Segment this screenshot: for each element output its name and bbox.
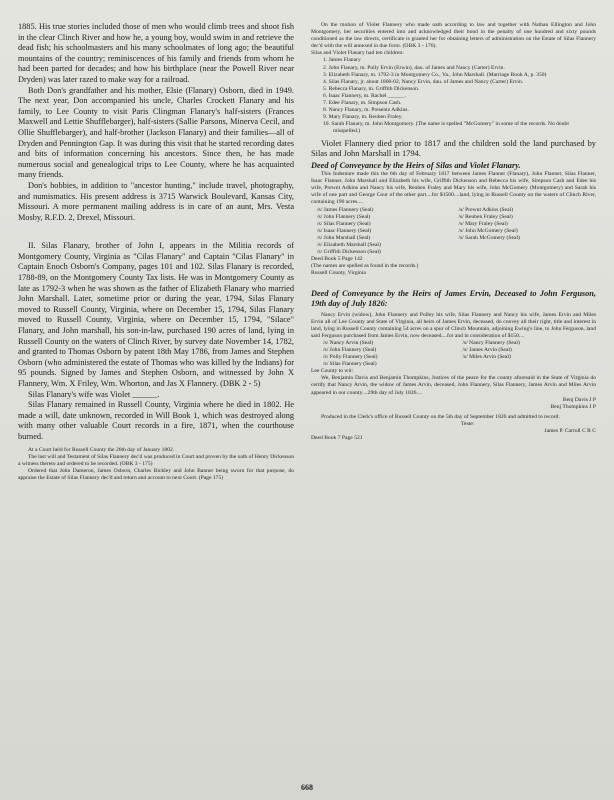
signature: /s/ John McGomery (Seal) xyxy=(458,227,518,234)
child-entry: 3. Elizabeth Flanary, m. 1792-3 in Montgomery Co., Va., John Marshall. (Marriage Book A, p. 350) xyxy=(323,71,547,78)
child-entry: 9. Mary Flanary, m. Reuben Fraley. xyxy=(323,114,403,121)
court-record-will: The last will and Testament of Silas Flannery dec'd was produced in Court and proven by the oath of Henry Dickenson a witness thereto and ordered to be recorded. (OBK 3 - 175) xyxy=(18,453,294,467)
child-entry: 10. Sarah Flanary, m. John Montgomery. (The name is spelled "McGomery" in some of the records. No doubt misspelled.) xyxy=(323,121,569,135)
paragraph-silas-flanary: II. Silas Flanary, brother of John I, appears in the Militia records of Montgomery County, Virginia as "Cilas Flanary" and Captain "Cilas Flanary" in Captain Enoch Osborn's Company, pages 101 and 102. Silas Flanary is recorded, 1788-89, on the Montgomery County Tax lists. He was in Montgomery County as late as 1792-3 when he was shown as the father of Elizabeth Flanary who married John Marshall. Later, sometime prior or during the year, 1794, Silas Flanary moved to Russell County, Virginia, where on December 15, 1794, Silas Flanary moved to Russell County, Virginia, where on December 15, 1794, "Silace" Flanary, and John marshall, his son-in-law, purchased 190 acres of land, lying in Russell County on the waters of Clinch River, by survey date November 14, 1782, and granted to Thomas Osborn by patent 18th May 1786, from James and Stephen Osborn (who administered the estate of Thomas who was killed by the Indians) for 95 pounds. Signed by James and Stephen Osborn, and witnessed by John X Flannery, Wm. X Friley, Wm. Whorton, and Jas X Flannery. (DBK 2 - 5) xyxy=(18,241,294,388)
child-entry: 1. James Flanary xyxy=(323,57,361,64)
deed-heading-ervin: Deed of Conveyance by the Heirs of James Ervin, Deceased to John Ferguson, 19th day of July 1826: xyxy=(311,288,596,308)
teste-label: Teste: xyxy=(461,420,475,427)
court-record-heading: At a Court held for Russell County the 26th day of January 1802. xyxy=(28,446,175,453)
deed-book-reference: Deed Book 5 Page 142 xyxy=(311,256,363,263)
signature: /s/ Prewnt Adkins (Seal) xyxy=(458,206,514,213)
deed-ervin-signatures xyxy=(311,340,596,368)
signature: /s/ Polly Flannery (Seal) xyxy=(323,354,378,361)
paragraph-silas-wife: Silas Flanary's wife was Violet ______. xyxy=(28,389,160,399)
clerk-signature: James P. Carroll C R C xyxy=(544,428,596,434)
justices-certificate: We, Benjamin Davis and Benjamin Thompkins, Justices of the peace for the county aforesaid in the State of Virginia do certify that Nancy Arvin, the widow of James Arvin, deceased, John Flannery, Silas Flannery, James Arvin and Miles Arvin appeared in our county....29th day of July 1826.... xyxy=(311,375,596,396)
right-column xyxy=(311,22,596,442)
administration-record: On the motion of Violet Flannery who made oath according to law and together with Nathan Ellington and John Montgomery, her securities entered into and acknowledged their bond in the penalty of one hundred and sixty pounds conditioned as the law directs, certificate is granted her for obtaining letters of administration on the Estate of Silas Flannery dec'd with the will annexed in due form. (OBK 3 - 176). xyxy=(311,22,596,50)
signature: /s/ Elizabeth Marshall (Seal) xyxy=(317,242,381,249)
signature: /s/ Miles Arvin (Seal) xyxy=(462,354,511,361)
paragraph-stories: 1885. His true stories included those of men who would climb trees and shoot fish in the clear Clinch River and how he, a young boy, would swim in and retrieve the dead fish; his schoolmasters and his many schoolmates of long ago; the beautiful mountains of the country; reminiscences of his family and friends from whom he had been parted for decades; and how his birthplace (near the Powell River near Dryden) was later razed to make way for a railroad. xyxy=(18,22,294,84)
justice-signature: Benj Davis J P xyxy=(562,396,596,403)
children-heading: Silas and Violet Flanary had ten children: xyxy=(311,50,404,57)
signature: /s/ James Arvin (Seal) xyxy=(462,346,512,353)
county-wit: Lee County to wit: xyxy=(311,368,354,375)
signature xyxy=(459,249,597,256)
deed-ervin-text: Nancy Ervin (widow), John Flannery and Polley his wife, Silas Flannery and Nancy his wife, James Ervin and Miles Ervin all of Lee County and State of Virginia, all heirs of James Ervin, deceased, do convey all their right, title and interest in land, lying in Russell County containing 54 acres on a spur of Clinch Mountain, adjoining Ewing's line, to John Ferguson, land said Ferguson purchased from James Ervin, now deceased....for and in consideration of $150.... xyxy=(311,311,596,339)
signature: /s/ Silas Flannery (Seal) xyxy=(323,361,377,368)
signature: /s/ Isaac Flannery (Seal) xyxy=(317,227,372,234)
child-entry: 8. Nancy Flanary, m. Presentz Adkins. xyxy=(323,107,409,114)
children-list xyxy=(311,57,596,135)
signature: /s/ Mary Fraley (Seal) xyxy=(458,220,508,227)
signature: /s/ Griffith Dickenson (Seal) xyxy=(317,249,381,256)
left-column xyxy=(18,22,294,482)
justice-signature: Benj Thompkins J P xyxy=(550,403,596,410)
child-entry: 7. Edee Flanary, m. Simpson Cash. xyxy=(323,100,402,107)
clerk-record-note: Produced in the Clerk's office of Russell County on the 5th day of September 1826 and admitted to record. xyxy=(321,413,560,420)
signature: /s/ Silas Flannery (Seal) xyxy=(317,220,371,227)
signature: /s/ Nancy Flannery (Seal) xyxy=(462,339,520,346)
child-entry: 5. Rebecca Flanary, m. Griffith Dickenson. xyxy=(323,85,420,92)
paragraph-silas-death: Silas Flanary remained in Russell County, Virginia where he died in 1802. He made a will, date unknown, recorded in Will Book 1, which was destroyed along with many other valuable Court records in a fire, 1871, when the courthouse burned. xyxy=(18,400,294,441)
signature: /s/ Nancy Arvin (Seal) xyxy=(323,339,374,346)
deed-indenture-text: This Indenture made this the 6th day of February 1817 between James Flanner (Flanary), John Flanner, Silas Flanner, Isaac Flanner, John Marshall and Elizabeth his wife, Griffith Dickenson and Rebecca his wife, Simpson Cash and Edee his wife, Prewnt Adkins and Nancy his wife, Reuben Fraley and Mary his wife, John McGomery (Montgomery) and Sarah his wife of one part and George Cour of the other part....for $1500....land, lying in Russell County on the waters of Clinch River, containing 190 acres.... xyxy=(311,171,596,206)
child-entry: 4. Silas Flanary, jr. about 1800-02, Nancy Ervin, dau. of James and Nancy (Carter) Ervin. xyxy=(323,78,524,85)
signature: /s/ Reuben Fraley (Seal) xyxy=(458,213,513,220)
signature: /s/ James Flannery (Seal) xyxy=(317,206,374,213)
violet-death-paragraph: Violet Flannery died prior to 1817 and the children sold the land purchased by Silas and John Marshall in 1794. xyxy=(311,138,596,159)
spelling-note: (The names are spelled as found in the records.) xyxy=(311,263,419,270)
deed-signatures xyxy=(311,207,596,257)
page-number: 668 xyxy=(301,783,313,792)
signature: /s/ John Flannery (Seal) xyxy=(317,213,371,220)
county-note: Russell County, Virginia xyxy=(311,270,366,277)
deed-heading-silas-violet: Deed of Conveyance by the Heirs of Silas and Violet Flanary. xyxy=(311,161,521,171)
paragraph-hobbies: Don's hobbies, in addition to "ancestor hunting," include travel, photography, and numismatics. His present address is 3715 Warwick Boulevard, Kansas City, Missouri. A more permanent mailing address is in care of an aunt, Mrs. Vesta Mosby, R.F.D. 2, Drexel, Missouri. xyxy=(18,180,294,222)
signature: /s/ Sarah McGomery (Seal) xyxy=(458,234,520,241)
court-record-appraisal: Ordered that John Dameron, James Osborn, Charles Bickley and John Banner being sworn for that purpose, do appraise the Estate of Silas Flannery dec'd and return and account to next Court. (Page 175) xyxy=(18,467,294,481)
child-entry: 2. John Flanary, m. Polly Ervin (Erwin), dau. of James and Nancy (Carter) Ervin. xyxy=(323,64,505,71)
signature: /s/ John Marshall (Seal) xyxy=(317,234,371,241)
signature xyxy=(459,242,597,249)
deed-book-reference: Deed Book 7 Page 521 xyxy=(311,435,363,442)
paragraph-lee-county-visit: Both Don's grandfather and his mother, Elsie (Flanary) Osborn, died in 1949. The next year, Don accompanied his uncle, Charles Crockett Flanary and his family, to Lee County to visit Paris Clingman Flanary's half-sisters (Frances Maxwell and Lettie Shufflebarger), half-sisters (Sallie Parsons, Minerva Cecil, and Ollie Shufflebarger), and half-brother (Jackson Flanary) and their families—all of Dryden and Pennington Gap. It was during this visit that he started recording dates and bits of information concerning his ancestors. Since then, he has made numerous social and genealogical trips to Lee County, where he has acquainted many friends. xyxy=(18,85,294,180)
signature: /s/ John Flannery (Seal) xyxy=(323,346,377,353)
child-entry: 6. Isaac Flannery, m. Rachel ______. xyxy=(323,92,407,99)
signature xyxy=(463,361,597,368)
